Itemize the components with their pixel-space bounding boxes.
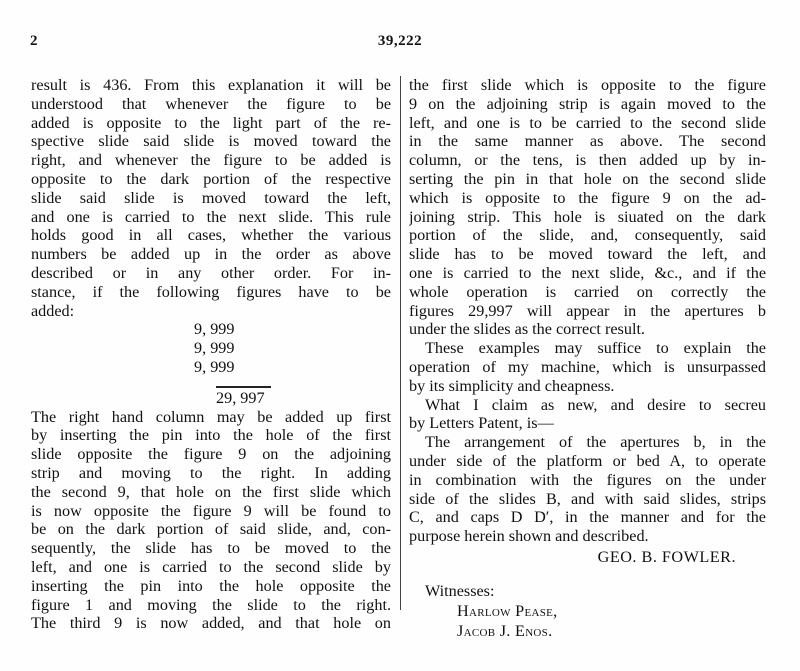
text-line: slide has to be moved toward the left, and xyxy=(409,245,766,264)
text-line: by Letters Patent, is— xyxy=(409,414,554,433)
addend-figure: 9, 999 xyxy=(194,320,235,339)
text-line: numbers be added up in the order as above xyxy=(31,245,391,264)
text-line: by its simplicity and cheapness. xyxy=(409,376,615,395)
text-line: inserting the pin into the hole opposite the xyxy=(31,576,391,595)
page-number: 2 xyxy=(30,33,38,49)
right-column xyxy=(409,76,766,642)
text-line: slide opposite the figure 9 on the adjoining xyxy=(31,445,391,464)
addend-figure: 9, 999 xyxy=(194,339,235,358)
text-line: column, or the tens, is then added up by in- xyxy=(409,151,766,170)
text-line: added is opposite to the light part of the re- xyxy=(31,113,391,132)
text-line: The arrangement of the apertures b, in the xyxy=(425,433,766,452)
text-line: operation of my machine, which is unsurpassed xyxy=(409,357,766,376)
addition-example xyxy=(31,320,391,407)
text-line: under side of the platform or bed A, to operate xyxy=(409,451,766,470)
text-line: under the slides as the correct result. xyxy=(409,320,645,339)
text-line: These examples may suffice to explain the xyxy=(425,339,766,358)
text-line: in combination with the figures on the under xyxy=(409,470,766,489)
text-line: spective slide said slide is moved toward the xyxy=(31,132,391,151)
text-line: side of the slides B, and with said slides, strips xyxy=(409,489,766,508)
text-line: by inserting the pin into the hole of the first xyxy=(31,426,391,445)
witness-name: Jacob J. Enos. xyxy=(457,621,553,640)
text-line: slide said slide is moved toward the left, xyxy=(31,188,391,207)
text-line: described or in any other order. For in- xyxy=(31,263,391,282)
paragraph-claim-intro xyxy=(409,396,766,434)
text-line: result is 436. From this explanation it will be xyxy=(31,76,391,94)
patent-number: 39,222 xyxy=(377,33,423,49)
text-line: the second 9, that hole on the first slide which xyxy=(31,482,391,501)
text-line: holds good in all cases, whether the various xyxy=(31,226,391,245)
text-line: added: xyxy=(31,301,75,320)
text-line: in the same manner as above. The second xyxy=(409,132,766,151)
text-line: is now opposite the figure 9 will be found to xyxy=(31,501,391,520)
text-line: opposite to the dark portion of the respective xyxy=(31,169,391,188)
text-line: serting the pin in that hole on the second slide xyxy=(409,169,766,188)
text-line: be on the dark portion of said slide, and, con- xyxy=(31,520,391,539)
text-line: and one is carried to the next slide. This rule xyxy=(31,207,391,226)
text-line: whole operation is carried on correctly the xyxy=(409,282,766,301)
text-line: C, and caps D D′, in the manner and for the xyxy=(409,508,766,527)
paragraph-examples xyxy=(409,339,766,395)
paragraph-right-hand-column xyxy=(31,408,391,634)
text-line: The right hand column may be added up first xyxy=(31,407,391,426)
text-line: understood that whenever the figure to be xyxy=(31,94,391,113)
text-line: strip and moving to the right. In adding xyxy=(31,463,391,482)
paragraph-explanation xyxy=(31,76,391,320)
text-line: left, and one is carried to the second slide by xyxy=(31,557,391,576)
witness-name: Harlow Pease, xyxy=(457,601,558,620)
witnesses-label: Witnesses: xyxy=(425,581,495,600)
text-line: portion of the slide, and, consequently, said xyxy=(409,226,766,245)
sum-figure: 29, 997 xyxy=(216,388,265,407)
text-line: figures 29,997 will appear in the apertures b xyxy=(409,301,766,320)
text-line: The third 9 is now added, and that hole on xyxy=(31,614,391,633)
text-line: left, and one is to be carried to the second slide xyxy=(409,113,766,132)
text-line: purpose herein shown and described. xyxy=(409,527,649,546)
paragraph-third-nine xyxy=(409,76,766,339)
text-line: the first slide which is opposite to the figure xyxy=(409,76,766,94)
column-divider xyxy=(400,76,401,610)
text-line: 9 on the adjoining strip is again moved to the xyxy=(409,94,766,113)
text-line: sequently, the slide has to be moved to the xyxy=(31,539,391,558)
text-line: joining strip. This hole is siuated on the dark xyxy=(409,207,766,226)
text-line: which is opposite to the figure 9 on the ad- xyxy=(409,188,766,207)
addend-figure: 9, 999 xyxy=(194,357,235,376)
text-line: right, and whenever the figure to be added is xyxy=(31,151,391,170)
text-line: figure 1 and moving the slide to the right. xyxy=(31,595,391,614)
text-line: stance, if the following figures have to be xyxy=(31,282,391,301)
sum-rule xyxy=(216,386,271,388)
paragraph-claim xyxy=(409,433,766,546)
inventor-signature: GEO. B. FOWLER. xyxy=(597,547,736,566)
left-column xyxy=(31,76,391,633)
text-line: one is carried to the next slide, &c., and if the xyxy=(409,263,766,282)
text-line: What I claim as new, and desire to secreu xyxy=(425,395,766,414)
